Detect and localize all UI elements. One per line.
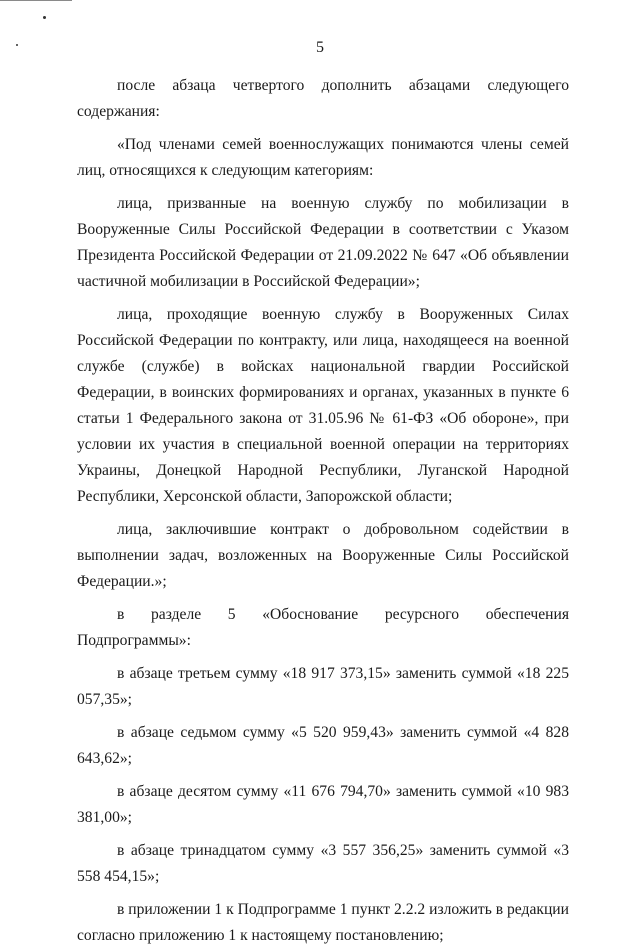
scan-speck [43, 16, 46, 19]
paragraph: в абзаце тринадцатом сумму «3 557 356,25» заменить суммой «3 558 454,15»; [77, 842, 569, 885]
scan-edge-line [0, 0, 72, 1]
paragraph: в приложении 1 к Подпрограмме 1 пункт 2.2.2 изложить в редакции согласно приложению 1 к настоящему постановлению; [77, 901, 569, 944]
paragraph: после абзаца четвертого дополнить абзацами следующего содержания: [77, 77, 569, 120]
paragraph: в абзаце десятом сумму «11 676 794,70» заменить суммой «10 983 381,00»; [77, 783, 569, 826]
page-number: 5 [316, 39, 324, 56]
paragraph: в абзаце седьмом сумму «5 520 959,43» заменить суммой «4 828 643,62»; [77, 724, 569, 767]
paragraph: лица, призванные на военную службу по мобилизации в Вооруженные Силы Российской Федерации в соответствии с Указом Президента Российской Федерации от 21.09.2022 № 647 «Об объявлении частичной мобилизации в Российской Федерации»; [77, 195, 569, 290]
paragraph: в разделе 5 «Обоснование ресурсного обеспечения Подпрограммы»: [77, 606, 569, 649]
paragraph: лица, проходящие военную службу в Вооруженных Силах Российской Федерации по контракту, или лица, находящееся на военной службе (службе) в войсках национальной гвардии Российской Федерации, в воинских формированиях и органах, указанных в пункте 6 статьи 1 Федерального закона от 31.05.96 № 61-ФЗ «Об обороне», при условии их участия в специальной военной операции на территориях Украины, Донецкой Народной Республики, Луганской Народной Республики, Херсонской области, Запорожской области; [77, 306, 569, 505]
document-body [77, 73, 569, 949]
paragraph: в абзаце третьем сумму «18 917 373,15» заменить суммой «18 225 057,35»; [77, 665, 569, 708]
paragraph: «Под членами семей военнослужащих понимаются члены семей лиц, относящихся к следующим категориям: [77, 136, 569, 179]
paragraph: лица, заключившие контракт о добровольном содействии в выполнении задач, возложенных на Вооруженные Силы Российской Федерации.»; [77, 521, 569, 590]
